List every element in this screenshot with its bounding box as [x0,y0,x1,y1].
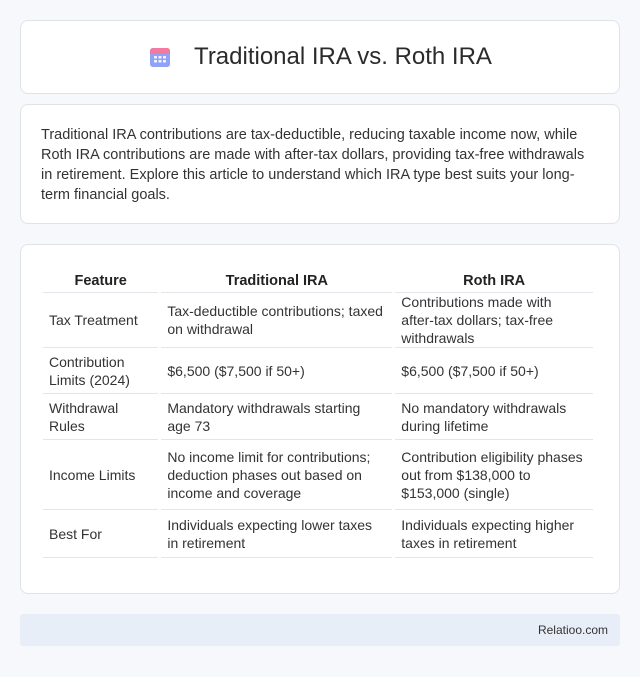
table-row [43,348,593,394]
table-row [43,394,593,440]
feature-cell: Withdrawal Rules [43,394,158,440]
feature-cell: Income Limits [43,440,158,510]
traditional-ira-cell: Tax-deductible contributions; taxed on withdrawal [161,293,392,348]
calendar-icon [148,45,172,69]
feature-cell: Best For [43,510,158,558]
footer-brand: Relatioo.com [537,623,608,637]
comparison-table [40,263,596,558]
roth-ira-cell: Contributions made with after-tax dollars; tax-free withdrawals [395,293,593,348]
traditional-ira-cell: Mandatory withdrawals starting age 73 [161,394,392,440]
roth-ira-cell: No mandatory withdrawals during lifetime [395,394,593,440]
feature-cell: Contribution Limits (2024) [43,348,158,394]
table-header-row [43,263,593,293]
page-title: Traditional IRA vs. Roth IRA [194,43,492,70]
table-row [43,440,593,510]
traditional-ira-cell: No income limit for contributions; deduction phases out based on income and coverage [161,440,392,510]
comparison-table-card [20,244,620,594]
feature-cell: Tax Treatment [43,293,158,348]
intro-text: Traditional IRA contributions are tax-deductible, reducing taxable income now, while Roth IRA contributions are made with after-tax dollars, providing tax-free withdrawals in retirement. Explore this article to understand which IRA type best suits your long-term financial goals. [41,127,585,203]
traditional-ira-cell: $6,500 ($7,500 if 50+) [161,348,392,394]
traditional-ira-cell: Individuals expecting lower taxes in retirement [161,510,392,558]
intro-card [20,104,620,224]
table-row [43,293,593,348]
column-header-traditional-ira: Traditional IRA [161,263,392,293]
roth-ira-cell: Individuals expecting higher taxes in retirement [395,510,593,558]
column-header-feature: Feature [43,263,158,293]
footer [20,614,620,646]
roth-ira-cell: Contribution eligibility phases out from $138,000 to $153,000 (single) [395,440,593,510]
column-header-roth-ira: Roth IRA [395,263,593,293]
title-card [20,20,620,94]
roth-ira-cell: $6,500 ($7,500 if 50+) [395,348,593,394]
table-row [43,510,593,558]
